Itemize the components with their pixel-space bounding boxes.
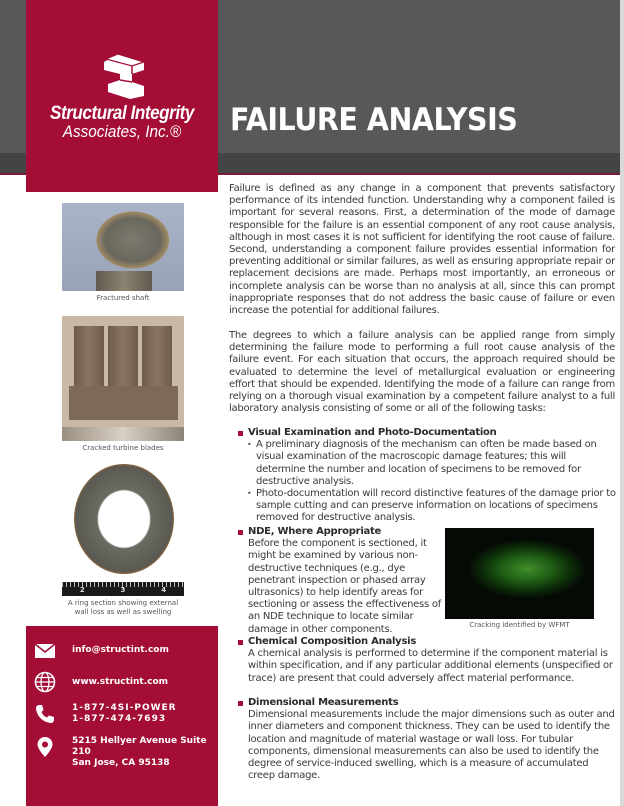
- globe-icon: [34, 671, 56, 693]
- phone-vanity[interactable]: 1-877-4SI-POWER: [72, 703, 177, 713]
- intro-paragraph-1: Failure is defined as any change in a component that prevents satisfactory performance of its intended function. Understanding why a component failed is important for several reasons. First, a determination of the mode of damage responsible for the failure is an essential component of any root cause analysis, although in most cases it is not sufficient for identifying the root cause of failure. Second, understanding a component failure provides essential information for preventing additional or similar failures, as well as ensuring appropriate repair or replacement decisions are made. Perhaps most importantly, an erroneous or incomplete analysis can be worse than no analysis at all, since this can prompt inappropriate responses that do not address the basic cause of failure or even increase the potential for additional failures.: [229, 183, 615, 317]
- task-heading: Dimensional Measurements: [238, 697, 618, 709]
- blade-root-shape: [69, 386, 109, 420]
- contact-website: [34, 671, 168, 693]
- figure-caption: Fractured shaft: [96, 294, 150, 302]
- task-heading: Chemical Composition Analysis: [238, 636, 618, 648]
- figure-turbine-blades: [60, 316, 186, 453]
- task-bullet: • A preliminary diagnosis of the mechanism can often be made based on visual examination of the macroscopic damage features; this will determine the number and location of specimens to be removed for destructive analysis.: [238, 439, 618, 488]
- website-link[interactable]: www.structint.com: [72, 677, 169, 687]
- envelope-icon: [34, 640, 56, 662]
- task-body: A chemical analysis is performed to determine if the component material is within specification, and if any particular additional elements (unspecified or trace) are present that could adversely affect material performance.: [248, 648, 613, 684]
- address: [72, 736, 218, 769]
- ruler-shape: [62, 427, 184, 441]
- ruler-tick-label: 4: [161, 586, 167, 594]
- phone-icon: [34, 703, 56, 725]
- task-body: Before the component is sectioned, it might be examined by various non-destructive techniques (e.g., dye penetrant inspection or phased array ultrasonics) to help identify areas for sectioning or assess the effectiveness of an NDE technique to locate similar damage in other components.: [248, 538, 442, 635]
- figure-caption: Cracked turbine blades: [82, 444, 164, 452]
- blade-root-shape: [138, 386, 178, 420]
- fractured-shaft-photo: [62, 203, 184, 291]
- task-nde: [238, 526, 443, 636]
- ring-section-photo: [62, 462, 184, 582]
- logo-name: Structural Integrity: [50, 103, 194, 124]
- contact-address: [34, 736, 218, 769]
- company-logo-icon: [98, 52, 148, 100]
- location-pin-icon: [34, 736, 56, 758]
- task-body: Dimensional measurements include the major dimensions such as outer and inner diameters and component thickness. They can be used to identify the location and magnitude of material wastage or wall loss. For tubular components, dimensional measurements can also be used to identify the degree of service-induced swelling, which is a measure of accumulated creep damage.: [248, 709, 615, 782]
- ruler-scale: [62, 582, 184, 596]
- figure-caption: Cracking identified by WFMT: [469, 621, 570, 629]
- page-edge: [620, 0, 624, 806]
- phone-numbers: [72, 703, 177, 725]
- task-dimensional-measurements: [238, 697, 618, 782]
- address-line2: San Jose, CA 95138: [72, 758, 170, 768]
- contact-email: [34, 640, 169, 662]
- wfmt-cracking-photo: [445, 528, 594, 619]
- page-title: FAILURE ANALYSIS: [230, 102, 518, 138]
- ring-shape: [74, 464, 174, 574]
- logo-subname: Associates, Inc.®: [62, 122, 182, 141]
- email-link[interactable]: info@structint.com: [72, 645, 169, 655]
- phone-numeric[interactable]: 1-877-474-7693: [72, 714, 167, 724]
- task-chemical-composition: [238, 636, 618, 685]
- figure-caption: A ring section showing external wall loss as well as swelling: [67, 599, 179, 616]
- turbine-blades-photo: [62, 316, 184, 441]
- figure-fractured-shaft: [60, 203, 186, 303]
- task-heading: NDE, Where Appropriate: [238, 526, 443, 538]
- contact-panel: [26, 626, 218, 806]
- contact-phone: [34, 703, 177, 725]
- ruler-tick-label: 2: [79, 586, 85, 594]
- task-visual-examination: [238, 427, 618, 525]
- task-bullet: • Photo-documentation will record distinctive features of the damage prior to sample cutting and can preserve information on locations of specimens removed for destructive analysis.: [238, 488, 618, 525]
- task-heading: Visual Examination and Photo-Documentation: [238, 427, 618, 439]
- figure-ring-section: [60, 462, 186, 617]
- ruler-tick-label: 3: [120, 586, 126, 594]
- address-line1: 5215 Hellyer Avenue Suite 210: [72, 736, 207, 757]
- brand-panel: [26, 0, 218, 192]
- intro-paragraph-2: The degrees to which a failure analysis can be applied range from simply determining the failure mode to performing a full root cause analysis of the failure event. For each situation that occurs, the approach required should be evaluated to determine the level of metallurgical evaluation or engineering effort that should be expended. Identifying the mode of a failure can range from relying on a thorough visual examination by a competent failure analyst to a full laboratory analysis consisting of some or all of the following tasks:: [229, 330, 615, 415]
